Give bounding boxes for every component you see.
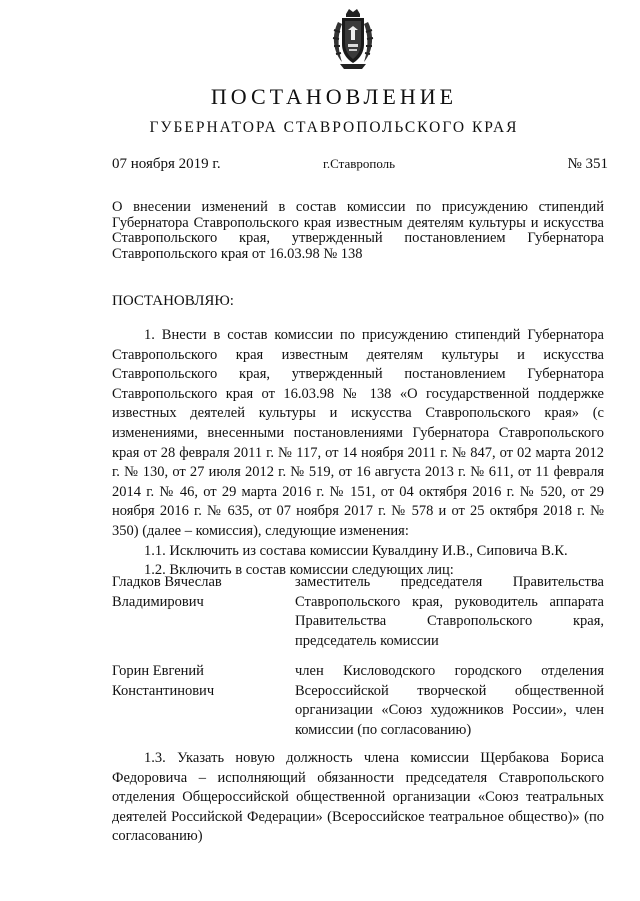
document-city: г.Ставрополь: [323, 156, 396, 171]
decree-word: ПОСТАНОВЛЯЮ:: [112, 293, 234, 309]
decree-body-continued: [112, 749, 604, 847]
item-1-2: 1.2. Включить в состав комиссии следующих лиц:: [144, 562, 454, 579]
person-role: заместитель председателя Правительства Ставропольского края, руководитель аппарата Правительства Ставропольского края, председатель комиссии: [295, 574, 604, 649]
person-entry: [112, 573, 604, 653]
document-title: ПОСТАНОВЛЕНИЕ: [210, 84, 458, 109]
decree-body: [112, 326, 604, 581]
coat-of-arms-icon: [328, 6, 378, 72]
document-subtitle: ГУБЕРНАТОРА СТАВРОПОЛЬСКОГО КРАЯ: [149, 119, 519, 136]
document-number: № 351: [567, 156, 608, 172]
person-entry: [112, 662, 604, 742]
person-name: Горин Евгений Константинович: [112, 663, 215, 699]
document-subject: О внесении изменений в состав комиссии по присуждению стипендий Губернатора Ставропольского края известным деятелям культуры и искусства Ставропольского края, утвержденный постановлением Губернатора Ставропольского края от 16.03.98 № 138: [112, 199, 604, 262]
person-role: член Кисловодского городского отделения Всероссийской творческой общественной организации «Союз художников России», член комиссии (по согласованию): [295, 663, 604, 738]
person-name: Гладков Вячеслав Владимирович: [112, 574, 222, 610]
item-1: 1. Внести в состав комиссии по присуждению стипендий Губернатора Ставропольского края известным деятелям культуры и искусства Ставропольского края, утвержденный постановлением Губернатора Ставропольского края от 16.03.98 № 138 «О государственной поддержке известных деятелей культуры и искусства Ставропольского края» (с изменениями, внесенными постановлениями Губернатора Ставропольского края от 28 февраля 2011 г. № 117, от 14 ноября 2011 г. № 847, от 02 марта 2012 г. № 130, от 27 июля 2012 г. № 519, от 16 августа 2013 г. № 611, от 11 февраля 2014 г. № 46, от 29 марта 2016 г. № 151, от 04 октября 2016 г. № 520, от 29 ноября 2016 г. № 635, от 07 ноября 2017 г. № 578 и от 25 октября 2018 г. № 350) (далее – комиссия), следующие изменения:: [112, 327, 604, 539]
item-1-1: 1.1. Исключить из состава комиссии Кувалдину И.В., Сиповича В.К.: [144, 542, 568, 559]
item-1-3: 1.3. Указать новую должность члена комиссии Щербакова Бориса Федоровича – исполняющий обязанности председателя Ставропольского отделения Общероссийской общественной организации «Союз театральных деятелей Российской Федерации» (Всероссийское театральное общество)» (по согласованию): [112, 750, 604, 845]
document-date: 07 ноября 2019 г.: [112, 156, 221, 172]
